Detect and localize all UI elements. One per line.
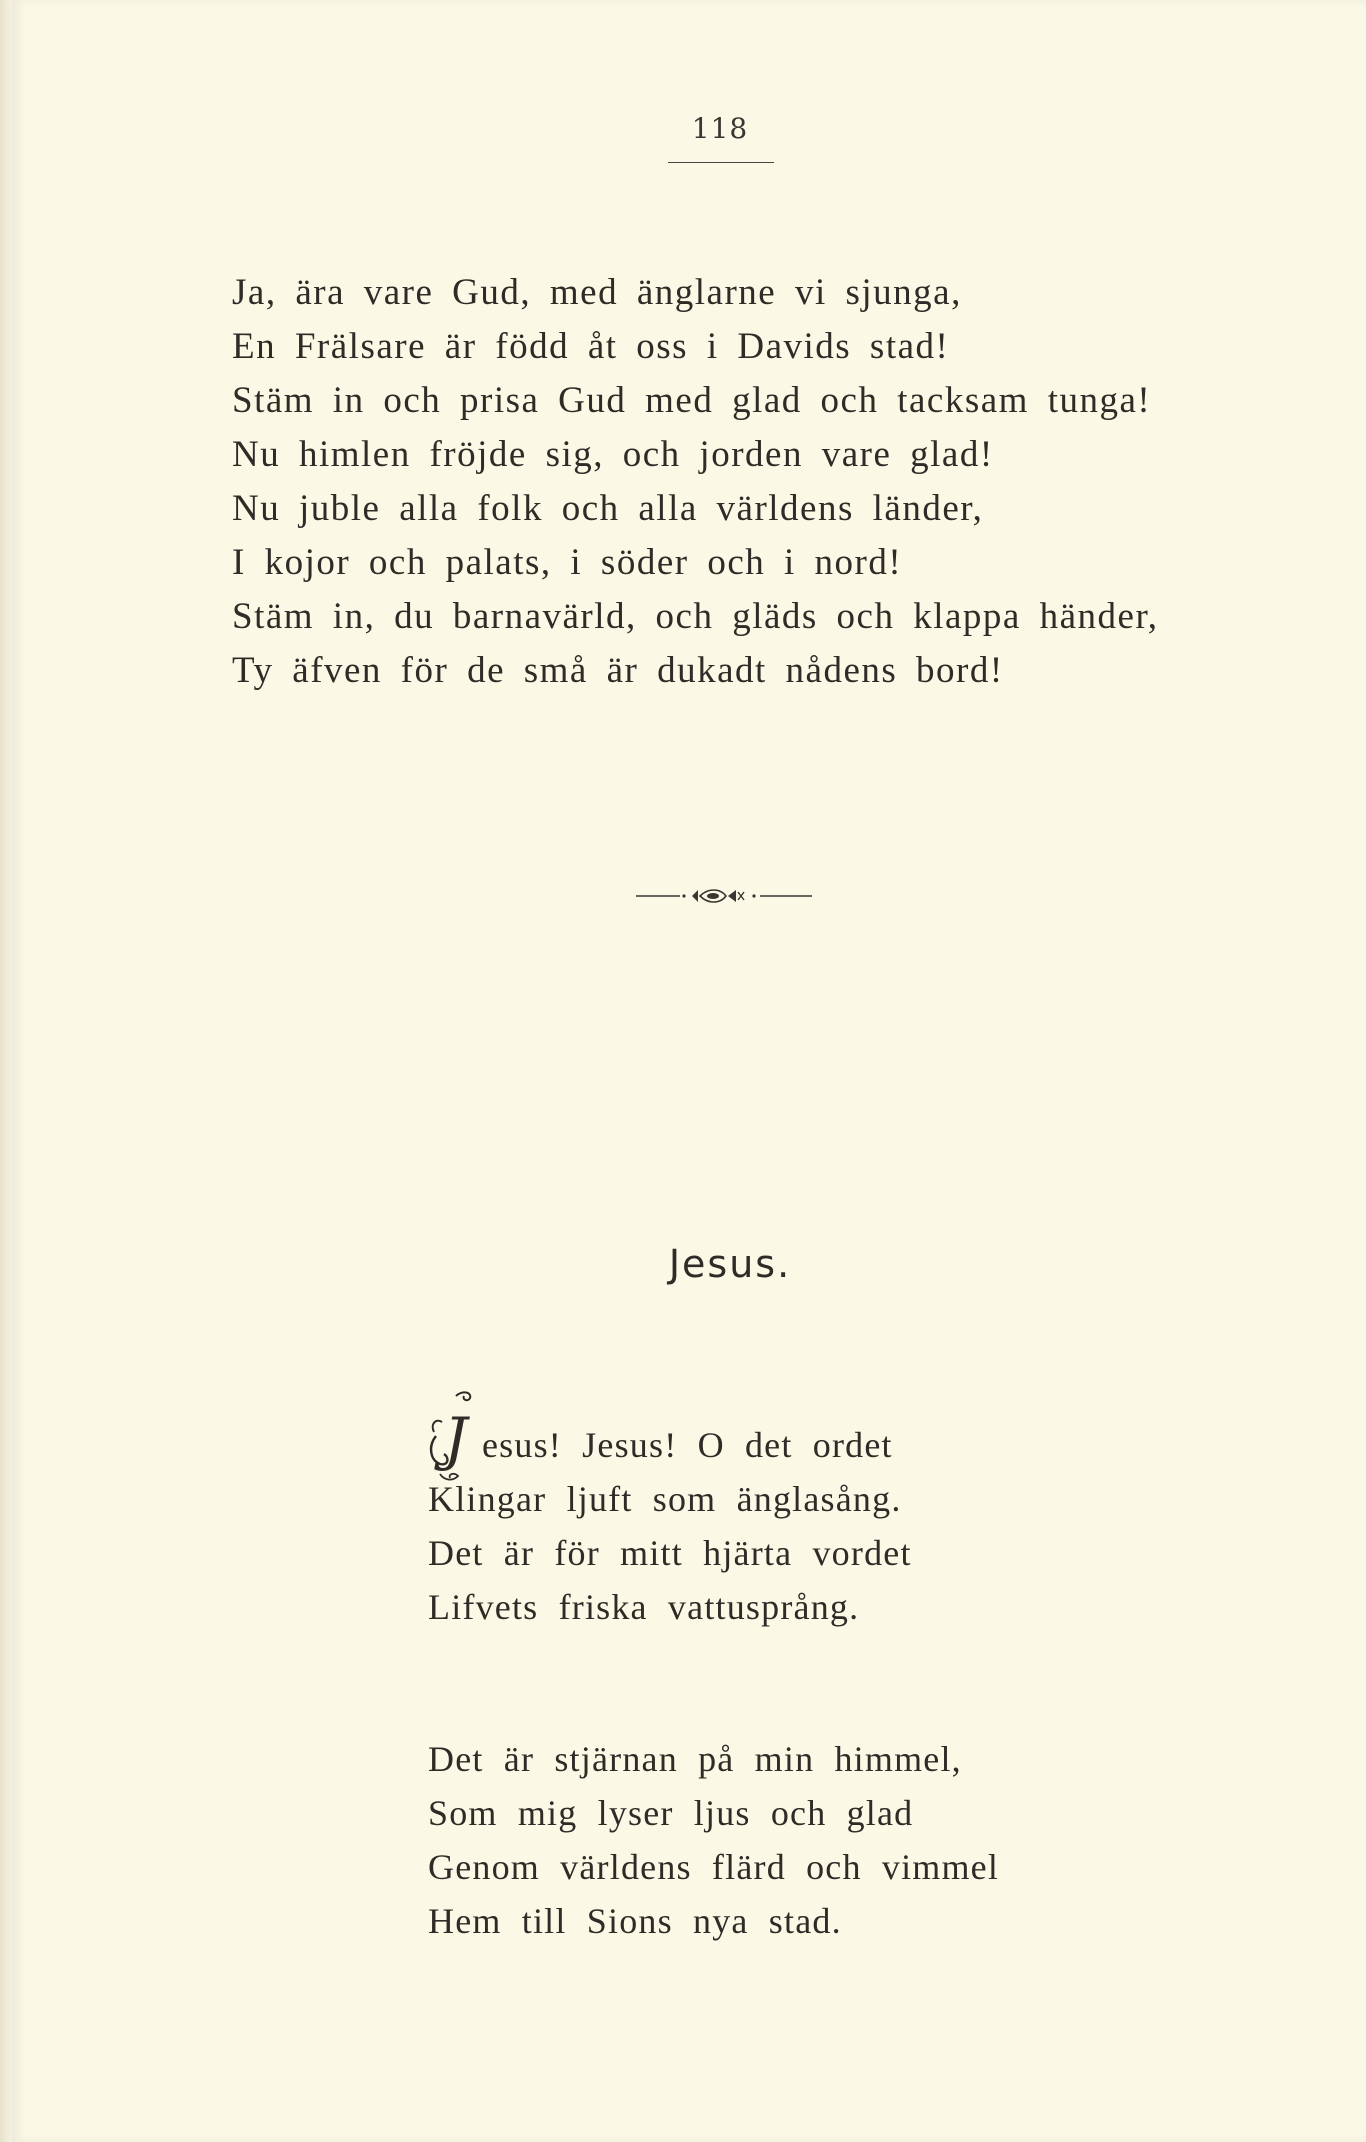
stanza-line-text: esus! Jesus! O det ordet (482, 1425, 893, 1465)
stanza-line: Det är för mitt hjärta vordet (428, 1533, 912, 1573)
verse-line: I kojor och palats, i söder och i nord! (232, 542, 903, 583)
verse-line: Nu himlen fröjde sig, och jorden vare glad! (232, 434, 994, 475)
stanza-1 (428, 1405, 912, 1634)
stanza-line: Genom världens flärd och vimmel (428, 1847, 1000, 1887)
poem-title: Jesus. (668, 1242, 792, 1286)
stanza-2 (428, 1732, 999, 1948)
verse-block (232, 266, 1159, 698)
page-edge (0, 0, 12, 2142)
verse-line: Ja, ära vare Gud, med änglarne vi sjunga, (232, 272, 962, 313)
stanza-line: Som mig lyser ljus och glad (428, 1793, 914, 1833)
initial-letter: J (444, 1405, 469, 1473)
verse-line: Nu juble alla folk och alla världens länder, (232, 488, 984, 529)
verse-line: Ty äfven för de små är dukadt nådens bord! (232, 650, 1004, 691)
stanza-line: Hem till Sions nya stad. (428, 1901, 842, 1941)
page-number-rule (668, 162, 774, 163)
stanza-line-first (428, 1405, 912, 1473)
stanza-line: Lifvets friska vattusprång. (428, 1587, 860, 1627)
verse-line: Stäm in och prisa Gud med glad och tacksam tunga! (232, 380, 1152, 421)
verse-line: En Frälsare är född åt oss i Davids stad! (232, 326, 950, 367)
section-divider-ornament (636, 884, 812, 908)
stanza-line: Det är stjärnan på min himmel, (428, 1739, 962, 1779)
stanza-line: Klingar ljuft som änglasång. (428, 1479, 902, 1519)
verse-line: Stäm in, du barnavärld, och gläds och klappa händer, (232, 596, 1159, 637)
page-number: 118 (691, 112, 749, 145)
decorated-initial (426, 1405, 482, 1473)
